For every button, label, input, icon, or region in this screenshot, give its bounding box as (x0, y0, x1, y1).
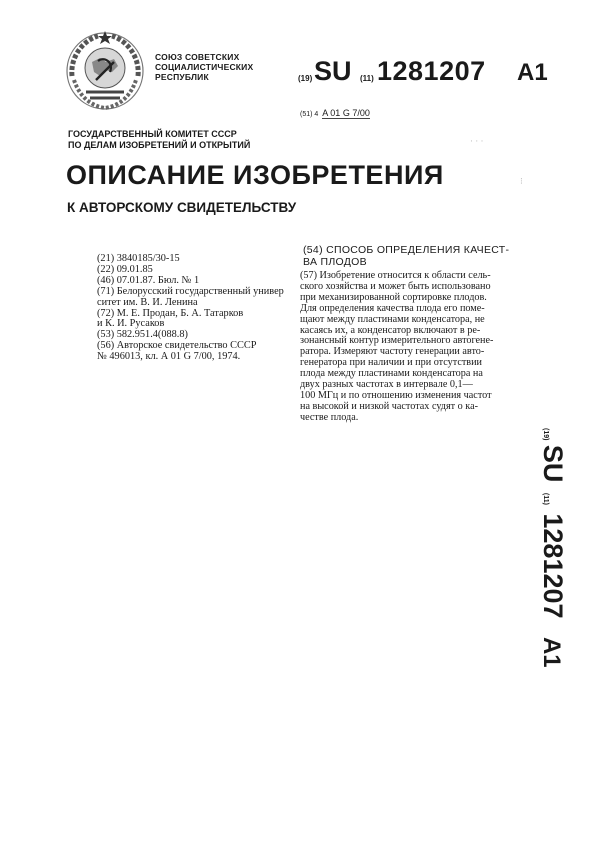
side-patent-number: 1281207 (538, 513, 568, 619)
state-emblem (62, 28, 148, 114)
document-title: ОПИСАНИЕ ИЗОБРЕТЕНИЯ (66, 160, 444, 190)
abstract-line: ратора. Измеряют частоту генерации авто- (300, 346, 485, 358)
biblio-line: (22) 09.01.85 (97, 263, 153, 275)
abstract-line: плода между пластинами конденсатора на (300, 368, 483, 380)
abstract-line: двух разных частотах в интервале 0,1— (300, 379, 473, 391)
side-kind-code: A1 (538, 636, 565, 668)
abstract-line: (57) Изобретение относится к области сель- (300, 270, 491, 281)
committee-line: ПО ДЕЛАМ ИЗОБРЕТЕНИЙ И ОТКРЫТИЙ (68, 140, 251, 150)
ipc-code: (51) 4 (300, 111, 319, 118)
union-name (155, 52, 253, 82)
biblio-line: ситет им. В. И. Ленина (97, 296, 198, 308)
invention-title (303, 244, 541, 268)
biblio-line: (46) 07.01.87. Бюл. № 1 (97, 274, 200, 286)
abstract-line: касаясь их, а конденсатор включают в ре- (300, 324, 481, 336)
abstract-line: 100 МГц и по отношению изменения частот (300, 389, 492, 401)
biblio-line: № 496013, кл. А 01 G 7/00, 1974. (97, 351, 241, 363)
biblio-line: (53) 582.951.4(088.8) (97, 329, 188, 341)
union-line: РЕСПУБЛИК (155, 72, 209, 82)
biblio-line: (56) Авторское свидетельство СССР (97, 340, 257, 352)
invention-title-line: (54) СПОСОБ ОПРЕДЕЛЕНИЯ КАЧЕСТ- (303, 244, 510, 256)
country-code: SU (314, 56, 352, 86)
abstract-line: щают между пластинами конденсатора, не (300, 313, 485, 325)
abstract (300, 271, 544, 424)
union-line: СОЮЗ СОВЕТСКИХ (155, 52, 240, 62)
abstract-line: зонансный контур измерительного автогене- (300, 335, 494, 347)
invention-title-line: ВА ПЛОДОВ (303, 256, 367, 268)
document-subtitle: К АВТОРСКОМУ СВИДЕТЕЛЬСТВУ (67, 200, 297, 215)
biblio-line: (72) М. Е. Продан, Б. А. Татарков (97, 307, 244, 319)
publication-number (298, 56, 588, 88)
biblio-line: и К. И. Русаков (97, 318, 165, 330)
patent-number: 1281207 (377, 56, 486, 86)
committee (68, 129, 250, 151)
ipc-class: A 01 G 7/00 (322, 108, 370, 118)
scan-mark: ⁝ (520, 176, 523, 186)
code-11: (11) (360, 74, 374, 83)
abstract-line: честве плода. (300, 411, 359, 423)
code-19: (19) (298, 74, 313, 83)
abstract-line: при механизированной сортировке плодов. (300, 291, 487, 303)
biblio-line: (71) Белорусский государственный универ (97, 285, 284, 297)
bibliographic-data (97, 254, 297, 363)
side-code-19: (19) (542, 428, 549, 441)
abstract-line: Для определения качества плода его поме- (300, 302, 485, 314)
union-line: СОЦИАЛИСТИЧЕСКИХ (155, 62, 254, 72)
scan-mark: · · · (470, 136, 484, 146)
side-code-11: (11) (542, 492, 549, 505)
biblio-line: (21) 3840185/30-15 (97, 253, 180, 264)
ipc-classification (300, 108, 370, 118)
side-country-code: SU (538, 444, 568, 483)
committee-line: ГОСУДАРСТВЕННЫЙ КОМИТЕТ СССР (68, 129, 237, 139)
side-publication-number (520, 428, 570, 698)
abstract-line: ского хозяйства и может быть использовано (300, 280, 491, 292)
kind-code: A1 (517, 59, 548, 86)
abstract-line: генератора при наличии и при отсутствии (300, 357, 483, 369)
abstract-line: на высокой и низкой частотах судят о ка- (300, 400, 479, 412)
